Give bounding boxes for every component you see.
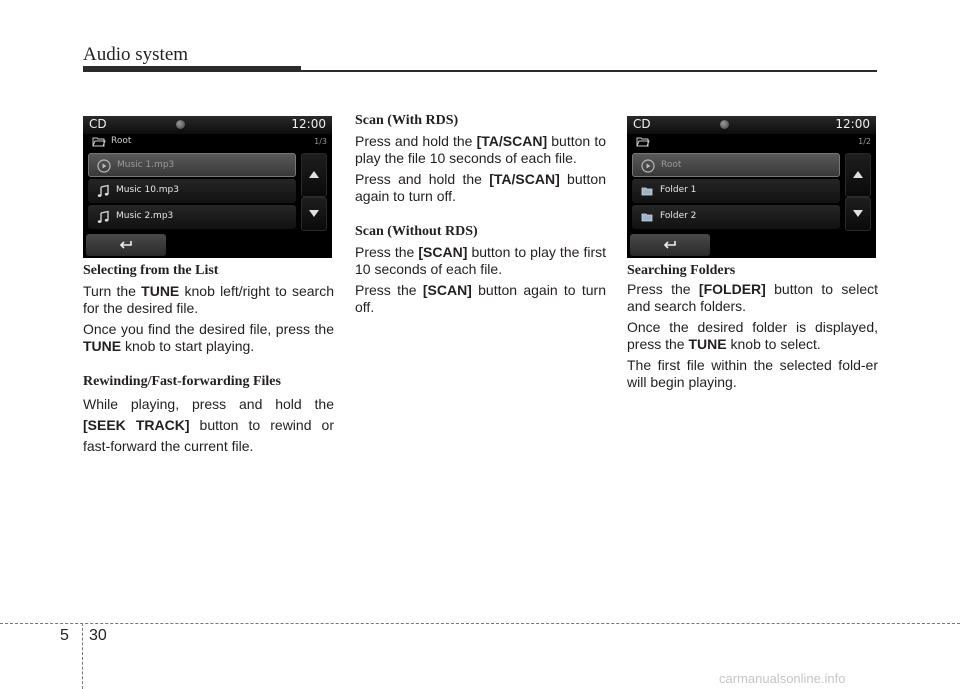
paragraph: Press and hold the [TA/SCAN] button again to turn off. — [355, 171, 606, 204]
file-list-item-label: Music 2.mp3 — [116, 211, 174, 221]
music-note-icon — [96, 210, 110, 224]
column-middle — [355, 112, 606, 316]
paragraph: Press the [SCAN] button again to turn off. — [355, 282, 606, 315]
page-number: 30 — [89, 627, 107, 644]
folder-list-item-label: Folder 2 — [660, 211, 697, 221]
folder-open-icon — [92, 136, 106, 147]
paragraph: Once the desired folder is displayed, press the TUNE knob to select. — [627, 319, 878, 352]
folder-list-item-label: Folder 1 — [660, 185, 697, 195]
scroll-up-button[interactable] — [845, 153, 871, 197]
paragraph: Press the [FOLDER] button to select and search folders. — [627, 281, 878, 314]
paragraph: Once you find the desired file, press the TUNE knob to start playing. — [83, 321, 334, 354]
screen-folder-bar — [627, 134, 876, 151]
column-right — [627, 116, 878, 391]
folder-icon — [640, 184, 654, 198]
paragraph: While playing, press and hold the [SEEK TRACK] button to rewind or fast-forward the current file. — [83, 396, 334, 454]
section-heading-rewinding: Rewinding/Fast-forwarding Files — [83, 374, 281, 389]
paragraph: Press and hold the [TA/SCAN] button to play the file 10 seconds of each file. — [355, 133, 606, 166]
header-rule-thick — [83, 66, 301, 72]
folder-list-item-label: Root — [661, 160, 682, 170]
screen-mode-label: CD — [633, 117, 651, 131]
folder-list-item[interactable] — [632, 205, 840, 229]
screen-mode-label: CD — [89, 117, 107, 131]
section-heading-selecting: Selecting from the List — [83, 263, 219, 278]
scroll-up-button[interactable] — [301, 153, 327, 197]
file-list-item[interactable] — [88, 153, 296, 177]
screen-page-indicator: 1/3 — [314, 137, 327, 146]
arrow-up-icon — [309, 171, 319, 178]
screen-status-bar — [627, 116, 876, 134]
play-circle-icon — [97, 159, 111, 173]
play-circle-icon — [641, 159, 655, 173]
screen-page-indicator: 1/2 — [858, 137, 871, 146]
folder-open-icon — [636, 136, 650, 147]
file-list-item-label: Music 10.mp3 — [116, 185, 179, 195]
screen-folder-list — [627, 116, 876, 258]
footer-divider — [0, 623, 960, 624]
disc-indicator-icon — [720, 120, 729, 129]
file-list-item[interactable] — [88, 205, 296, 229]
folder-list-item[interactable] — [632, 179, 840, 203]
arrow-down-icon — [853, 210, 863, 217]
file-list-item[interactable] — [88, 179, 296, 203]
back-arrow-icon — [118, 239, 134, 251]
section-heading-scan-rds: Scan (With RDS) — [355, 113, 459, 128]
page-header-title: Audio system — [83, 44, 189, 65]
disc-indicator-icon — [176, 120, 185, 129]
back-button[interactable] — [630, 234, 710, 256]
screen-status-bar — [83, 116, 332, 134]
screen-file-list — [83, 116, 332, 258]
music-note-icon — [96, 184, 110, 198]
arrow-down-icon — [309, 210, 319, 217]
back-button[interactable] — [86, 234, 166, 256]
scroll-down-button[interactable] — [301, 197, 327, 231]
file-list-item-label: Music 1.mp3 — [117, 160, 175, 170]
screen-folder-name: Root — [111, 136, 132, 146]
chapter-number: 5 — [60, 627, 69, 644]
paragraph: The first file within the selected fold-er will begin playing. — [627, 357, 878, 390]
folder-icon — [640, 210, 654, 224]
scroll-down-button[interactable] — [845, 197, 871, 231]
back-arrow-icon — [662, 239, 678, 251]
paragraph: Turn the TUNE knob left/right to search for the desired file. — [83, 283, 334, 316]
header-rule-thin — [301, 70, 877, 72]
section-heading-folders: Searching Folders — [627, 263, 736, 278]
watermark: carmanualsonline.info — [719, 671, 846, 686]
footer-vertical-divider — [82, 623, 83, 689]
folder-list-item[interactable] — [632, 153, 840, 177]
paragraph: Press the [SCAN] button to play the first 10 seconds of each file. — [355, 244, 607, 277]
screen-clock: 12:00 — [291, 117, 326, 131]
section-heading-scan-no-rds: Scan (Without RDS) — [355, 224, 478, 239]
screen-clock: 12:00 — [835, 117, 870, 131]
column-left — [83, 116, 334, 457]
arrow-up-icon — [853, 171, 863, 178]
screen-folder-bar — [83, 134, 332, 151]
